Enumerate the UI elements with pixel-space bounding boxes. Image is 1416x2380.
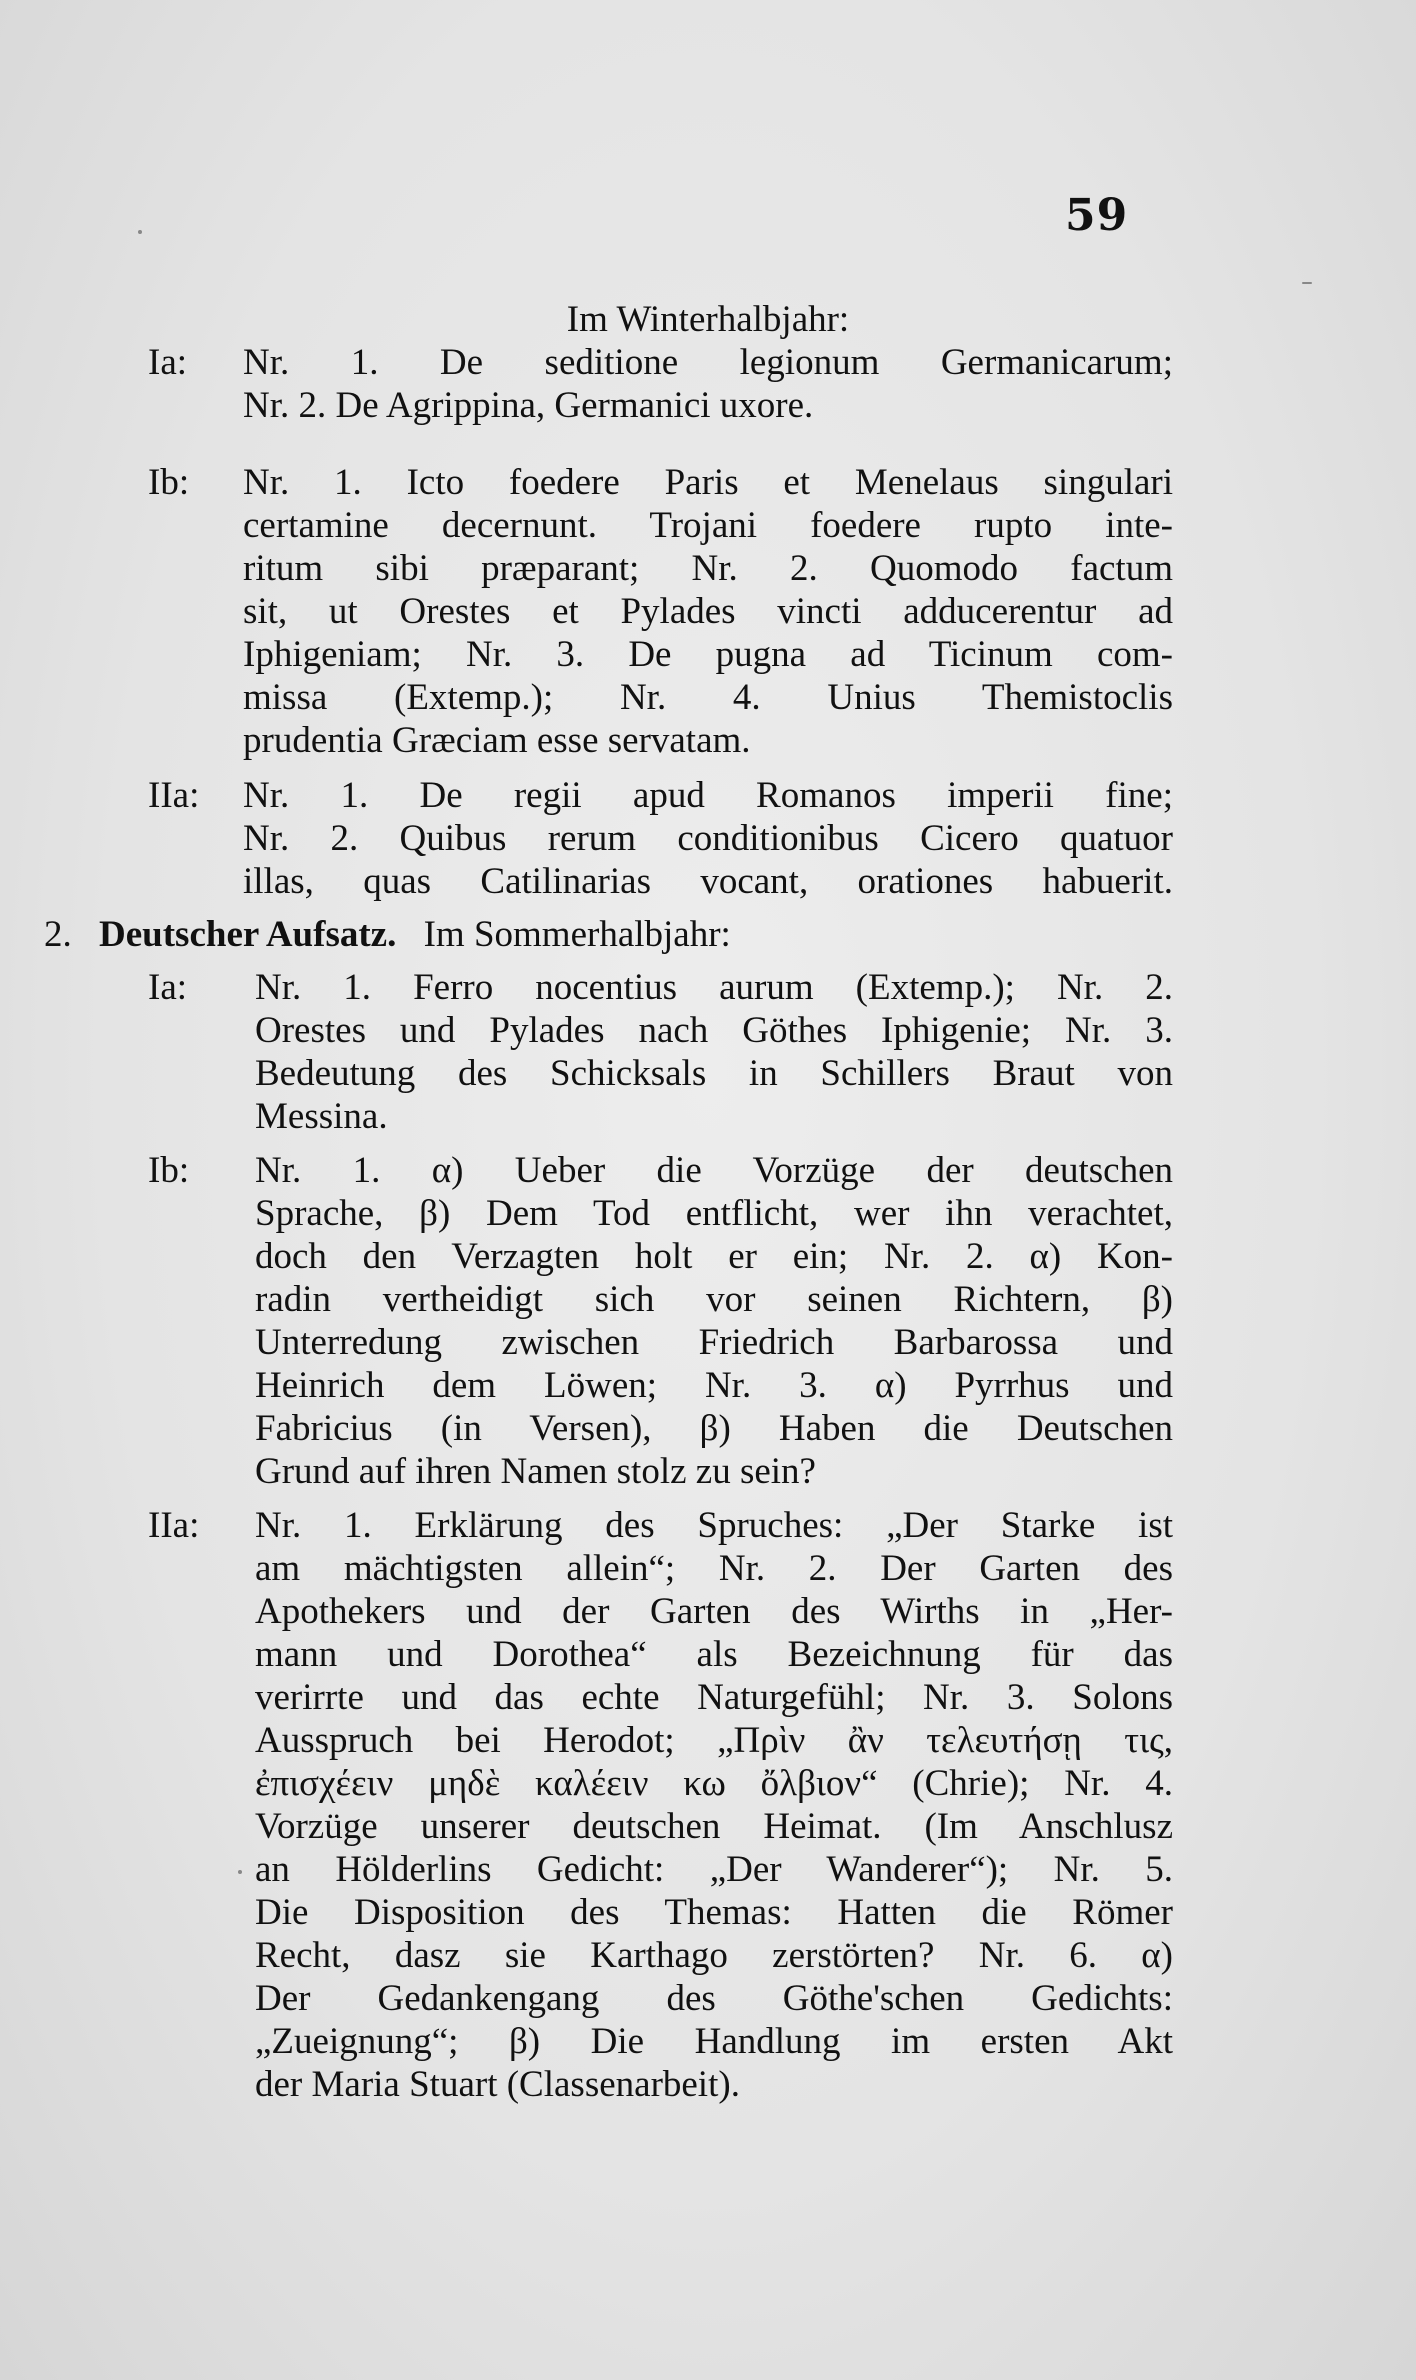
german-Ib-line-2: Sprache, β) Dem Tod entflicht, wer ihn verachtet, bbox=[255, 1193, 1173, 1234]
german-IIa-line-13: „Zueignung“; β) Die Handlung im ersten Akt bbox=[255, 2021, 1173, 2062]
german-Ib-line-6: Heinrich dem Löwen; Nr. 3. α) Pyrrhus und bbox=[255, 1365, 1173, 1406]
german-Ia-line-3: Bedeutung des Schicksals in Schillers Braut von bbox=[255, 1053, 1173, 1094]
german-IIa-line-9: an Hölderlins Gedicht: „Der Wanderer“); Nr. 5. bbox=[255, 1849, 1173, 1890]
german-Ib-line-8: Grund auf ihren Namen stolz zu sein? bbox=[255, 1451, 816, 1492]
german-IIa-line-8: Vorzüge unserer deutschen Heimat. (Im Anschlusz bbox=[255, 1806, 1173, 1847]
class-label-IIa: IIa: bbox=[148, 775, 200, 816]
latin-IIa-line-2: Nr. 2. Quibus rerum conditionibus Cicero quatuor bbox=[243, 818, 1173, 859]
class-label-Ia: Ia: bbox=[148, 342, 188, 383]
german-IIa-line-4: mann und Dorothea“ als Bezeichnung für das bbox=[255, 1634, 1173, 1675]
latin-Ia-line-2: Nr. 2. De Agrippina, Germanici uxore. bbox=[243, 385, 814, 426]
class-label-Ib: Ib: bbox=[148, 1150, 190, 1191]
class-label-Ib: Ib: bbox=[148, 462, 190, 503]
german-Ib-line-1: Nr. 1. α) Ueber die Vorzüge der deutschen bbox=[255, 1150, 1173, 1191]
page-number: 59 bbox=[1065, 190, 1129, 241]
section-number: 2. bbox=[44, 914, 72, 955]
section-title: Deutscher Aufsatz. bbox=[99, 914, 397, 955]
class-label-IIa: IIa: bbox=[148, 1505, 200, 1546]
latin-Ib-line-6: missa (Extemp.); Nr. 4. Unius Themistoclis bbox=[243, 677, 1173, 718]
german-Ia-line-2: Orestes und Pylades nach Göthes Iphigenie; Nr. 3. bbox=[255, 1010, 1173, 1051]
latin-Ia-line-1: Nr. 1. De seditione legionum Germanicarum; bbox=[243, 342, 1173, 383]
german-IIa-line-1: Nr. 1. Erklärung des Spruches: „Der Starke ist bbox=[255, 1505, 1173, 1546]
german-Ib-line-4: radin vertheidigt sich vor seinen Richtern, β) bbox=[255, 1279, 1173, 1320]
german-Ia-line-4: Messina. bbox=[255, 1096, 388, 1137]
latin-Ib-line-7: prudentia Græciam esse servatam. bbox=[243, 720, 751, 761]
latin-Ib-line-4: sit, ut Orestes et Pylades vincti adducerentur ad bbox=[243, 591, 1173, 632]
german-IIa-line-6: Ausspruch bei Herodot; „Πρὶν ἂν τελευτήσῃ τις, bbox=[255, 1720, 1173, 1761]
german-IIa-line-5: verirrte und das echte Naturgefühl; Nr. 3. Solons bbox=[255, 1677, 1173, 1718]
latin-IIa-line-1: Nr. 1. De regii apud Romanos imperii fine; bbox=[243, 775, 1173, 816]
speck-dot bbox=[1302, 282, 1312, 284]
german-IIa-line-3: Apothekers und der Garten des Wirths in „Her- bbox=[255, 1591, 1173, 1632]
german-IIa-line-12: Der Gedankengang des Göthe'schen Gedichts: bbox=[255, 1978, 1173, 2019]
section-subtitle: Im Sommerhalbjahr: bbox=[423, 914, 731, 955]
latin-Ib-line-1: Nr. 1. Icto foedere Paris et Menelaus singulari bbox=[243, 462, 1173, 503]
german-Ia-line-1: Nr. 1. Ferro nocentius aurum (Extemp.); Nr. 2. bbox=[255, 967, 1173, 1008]
german-Ib-line-3: doch den Verzagten holt er ein; Nr. 2. α) Kon- bbox=[255, 1236, 1173, 1277]
speck-dot bbox=[138, 230, 142, 234]
latin-Ib-line-2: certamine decernunt. Trojani foedere rupto inte- bbox=[243, 505, 1173, 546]
german-Ib-line-5: Unterredung zwischen Friedrich Barbarossa und bbox=[255, 1322, 1173, 1363]
section-heading-german bbox=[44, 912, 731, 958]
german-Ib-line-7: Fabricius (in Versen), β) Haben die Deutschen bbox=[255, 1408, 1173, 1449]
german-IIa-line-14: der Maria Stuart (Classenarbeit). bbox=[255, 2064, 740, 2105]
latin-IIa-line-3: illas, quas Catilinarias vocant, orationes habuerit. bbox=[243, 861, 1173, 902]
latin-Ib-line-3: ritum sibi præparant; Nr. 2. Quomodo factum bbox=[243, 548, 1173, 589]
german-IIa-line-2: am mächtigsten allein“; Nr. 2. Der Garten des bbox=[255, 1548, 1173, 1589]
german-IIa-line-10: Die Disposition des Themas: Hatten die Römer bbox=[255, 1892, 1173, 1933]
latin-Ib-line-5: Iphigeniam; Nr. 3. De pugna ad Ticinum com- bbox=[243, 634, 1173, 675]
speck-dot bbox=[238, 1870, 242, 1874]
german-IIa-line-7: ἐπισχέειν μηδὲ καλέειν κω ὄλβιον“ (Chrie); Nr. 4. bbox=[255, 1763, 1173, 1804]
section-heading-winter: Im Winterhalbjahr: bbox=[566, 299, 850, 340]
class-label-Ia: Ia: bbox=[148, 967, 188, 1008]
german-IIa-line-11: Recht, dasz sie Karthago zerstörten? Nr. 6. α) bbox=[255, 1935, 1173, 1976]
